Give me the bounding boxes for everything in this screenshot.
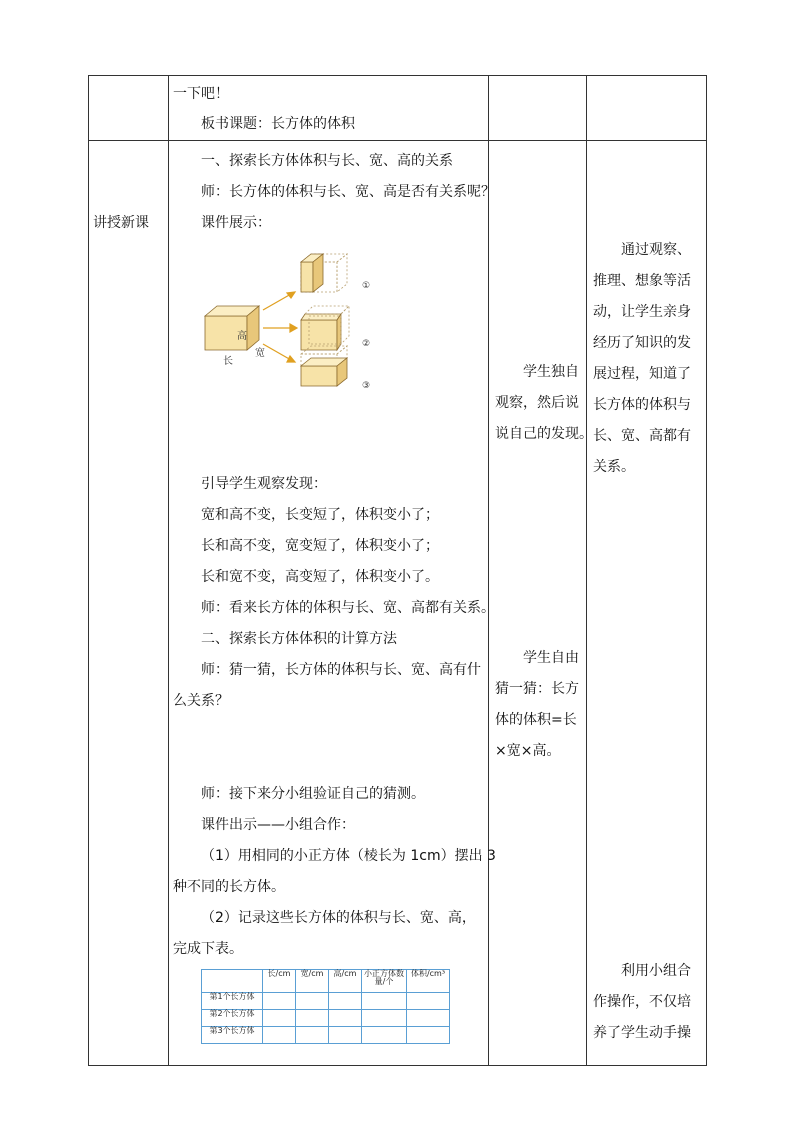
- table-header: 宽/cm: [296, 970, 329, 993]
- empty-cell: [407, 1010, 450, 1027]
- task-1: （1）用相同的小正方体（棱长为 1cm）摆出 3: [201, 848, 496, 864]
- empty-cell: [407, 993, 450, 1010]
- table-header: 高/cm: [329, 970, 362, 993]
- note-line: 体的体积=长: [495, 712, 577, 728]
- observation-2: 长和高不变，宽变短了，体积变小了；: [201, 538, 439, 554]
- observation-3: 长和宽不变，高变短了，体积变小了。: [201, 569, 439, 585]
- table-row: [202, 1010, 450, 1027]
- section-heading: 一、探索长方体体积与长、宽、高的关系: [201, 153, 453, 169]
- design-intent-1: [593, 235, 702, 483]
- empty-cell: [362, 1027, 407, 1044]
- student-cell: [489, 141, 593, 1066]
- task-title: 课件出示——小组合作：: [201, 817, 355, 833]
- process-cell: [169, 76, 489, 141]
- note-line: 学生独自: [523, 364, 579, 380]
- empty-cell: [362, 1010, 407, 1027]
- table-row: [202, 1027, 450, 1044]
- empty-cell: [296, 1027, 329, 1044]
- table-row: [89, 141, 707, 1066]
- marker-1: ①: [362, 281, 371, 291]
- width-label: 宽: [255, 348, 265, 359]
- row-label: 第1个长方体: [202, 993, 263, 1010]
- arrow-1: [263, 294, 291, 310]
- guide-text: 引导学生观察发现：: [201, 476, 327, 492]
- note-line: 展过程，知道了: [593, 366, 691, 382]
- student-activity-1: [495, 357, 593, 450]
- design-intent-2: [593, 956, 702, 1049]
- stage-label: 讲授新课: [93, 215, 149, 231]
- empty-cell: [329, 1010, 362, 1027]
- table-row: [202, 993, 450, 1010]
- table-header: [202, 970, 263, 993]
- note-line: 学生自由: [523, 650, 579, 666]
- empty-cell: [329, 1027, 362, 1044]
- process-cell: [169, 141, 496, 1066]
- note-line: 观察，然后说: [495, 395, 579, 411]
- marker-2: ②: [362, 339, 371, 349]
- empty-cell: [329, 993, 362, 1010]
- lesson-plan-table: [88, 75, 707, 1066]
- note-line: 养了学生动手操: [593, 1025, 691, 1041]
- teacher-verify: 师：接下来分小组验证自己的猜测。: [201, 786, 425, 802]
- teacher-question: 师：长方体的体积与长、宽、高是否有关系呢？: [201, 184, 495, 200]
- cuboid-1: [301, 254, 347, 292]
- teacher-question-2-cont: 么关系？: [173, 693, 229, 709]
- table-header: 体积/cm³: [407, 970, 450, 993]
- empty-cell: [263, 1010, 296, 1027]
- record-table: [201, 969, 450, 1044]
- stage-cell: [89, 76, 169, 141]
- cuboid-3: [301, 346, 347, 386]
- table-header: 小正方体数量/个: [362, 970, 407, 993]
- note-line: 利用小组合: [621, 963, 691, 979]
- section-heading-2: 二、探索长方体体积的计算方法: [201, 631, 397, 647]
- note-line: 动，让学生亲身: [593, 304, 691, 320]
- large-cuboid: [205, 306, 259, 350]
- note-line: 长方体的体积与: [593, 397, 691, 413]
- courseware-label: 课件展示：: [201, 215, 271, 231]
- note-line: 推理、想象等活: [593, 273, 691, 289]
- task-2-cont: 完成下表。: [173, 941, 243, 957]
- stage-cell: [89, 141, 169, 1066]
- empty-cell: [407, 1027, 450, 1044]
- teacher-conclusion: 师：看来长方体的体积与长、宽、高都有关系。: [201, 600, 495, 616]
- student-activity-2: [495, 643, 582, 767]
- observation-1: 宽和高不变，长变短了，体积变小了；: [201, 507, 439, 523]
- empty-cell: [296, 993, 329, 1010]
- table-row: [202, 970, 450, 993]
- task-2: （2）记录这些长方体的体积与长、宽、高，: [201, 910, 476, 926]
- length-label: 长: [223, 356, 233, 367]
- intro-line: 一下吧！: [173, 86, 229, 102]
- teacher-question-2: 师：猜一猜，长方体的体积与长、宽、高有什: [201, 662, 481, 678]
- intent-cell: [587, 141, 707, 1066]
- intent-cell: [587, 76, 707, 141]
- arrow-3: [263, 344, 291, 360]
- empty-cell: [263, 1027, 296, 1044]
- task-1-cont: 种不同的长方体。: [173, 879, 285, 895]
- note-line: ×宽×高。: [495, 743, 561, 759]
- student-cell: [489, 76, 587, 141]
- note-line: 关系。: [593, 459, 635, 475]
- note-line: 说自己的发现。: [495, 426, 593, 442]
- cuboid-2: [301, 306, 349, 350]
- height-label: 高: [237, 331, 247, 342]
- table-header: 长/cm: [263, 970, 296, 993]
- empty-cell: [362, 993, 407, 1010]
- note-line: 通过观察、: [621, 242, 691, 258]
- marker-3: ③: [362, 381, 371, 391]
- row-label: 第2个长方体: [202, 1010, 263, 1027]
- empty-cell: [296, 1010, 329, 1027]
- note-line: 作操作，不仅培: [593, 994, 691, 1010]
- board-title: 板书课题：长方体的体积: [201, 116, 355, 132]
- cuboid-figure: [201, 236, 381, 396]
- note-line: 经历了知识的发: [593, 335, 691, 351]
- empty-cell: [263, 993, 296, 1010]
- row-label: 第3个长方体: [202, 1027, 263, 1044]
- table-row: [89, 76, 707, 141]
- note-line: 猜一猜：长方: [495, 681, 579, 697]
- note-line: 长、宽、高都有: [593, 428, 691, 444]
